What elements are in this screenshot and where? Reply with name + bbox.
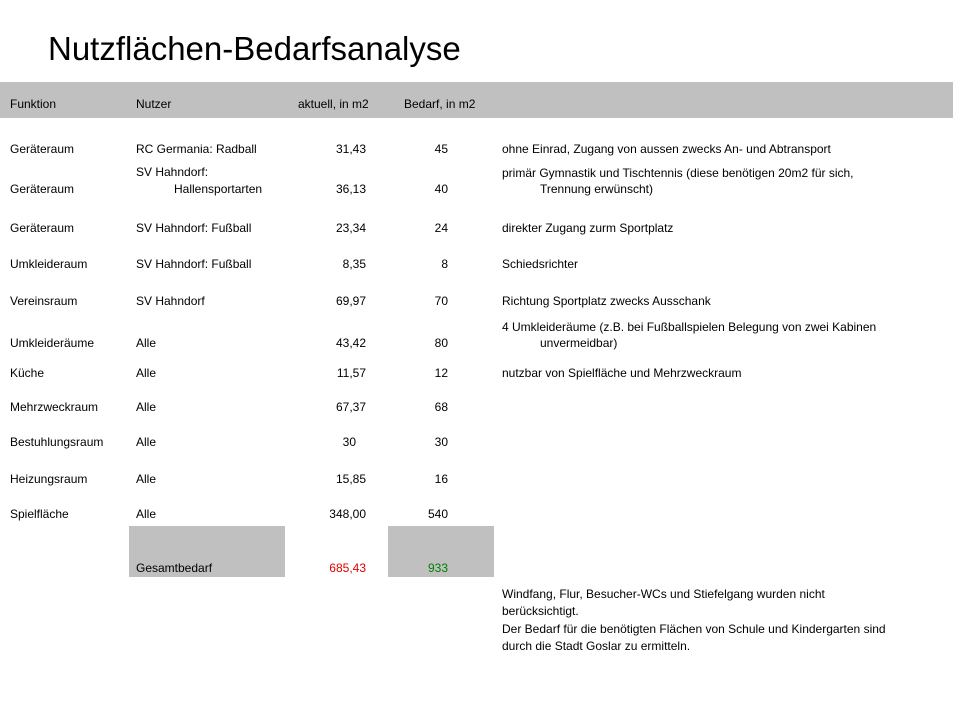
cell-nutzer: Alle: [136, 400, 157, 414]
cell-aktuell: 67,37: [335, 400, 366, 414]
cell-aktuell: 11,57: [336, 366, 366, 380]
cell-bedarf: 68: [434, 400, 448, 414]
cell-nutzer: RC Germania: Radball: [136, 142, 257, 156]
cell-bedarf: 80: [434, 336, 448, 350]
cell-nutzer: SV Hahndorf: Fußball: [136, 221, 252, 235]
cell-aktuell: 30: [342, 435, 356, 449]
cell-aktuell: 69,97: [335, 294, 366, 308]
cell-bedarf: 70: [434, 294, 448, 308]
header-bedarf: Bedarf, in m2: [404, 97, 476, 111]
cell-bedarf: 45: [434, 142, 448, 156]
cell-funktion: Spielfläche: [10, 507, 69, 521]
cell-aktuell: 31,43: [335, 142, 366, 156]
cell-nutzer: Alle: [136, 507, 157, 521]
cell-note: 4 Umkleideräume (z.B. bei Fußballspielen Belegung von zwei Kabinen: [502, 320, 877, 334]
cell-bedarf: 16: [434, 472, 448, 486]
cell-aktuell: 8,35: [342, 257, 366, 271]
footer-note-1: [502, 586, 942, 620]
cell-nutzer: Alle: [136, 472, 157, 486]
cell-funktion: Geräteraum: [10, 182, 75, 196]
header-aktuell: aktuell, in m2: [298, 97, 369, 111]
cell-funktion: Heizungsraum: [10, 472, 88, 486]
cell-bedarf: 24: [434, 221, 448, 235]
cell-note: direkter Zugang zurm Sportplatz: [502, 221, 674, 235]
cell-note: ohne Einrad, Zugang von aussen zwecks An- und Abtransport: [502, 142, 831, 156]
cell-bedarf: 40: [434, 182, 448, 196]
cell-note: nutzbar von Spielfläche und Mehrzweckraum: [502, 366, 742, 380]
cell-note-line2: unvermeidbar): [540, 336, 618, 350]
cell-note-line2: Trennung erwünscht): [540, 182, 653, 196]
cell-funktion: Mehrzweckraum: [10, 400, 99, 414]
cell-bedarf: 8: [441, 257, 448, 271]
footer-note-1-line2: berücksichtigt.: [502, 604, 579, 618]
footer-note-2-line2: durch die Stadt Goslar zu ermitteln.: [502, 639, 691, 653]
cell-bedarf: 12: [434, 366, 448, 380]
cell-nutzer: Alle: [136, 435, 157, 449]
cell-nutzer: SV Hahndorf:: [136, 165, 209, 179]
cell-funktion: Geräteraum: [10, 142, 75, 156]
cell-funktion: Umkleideräume: [10, 336, 95, 350]
total-aktuell: 685,43: [329, 561, 366, 575]
cell-nutzer: SV Hahndorf: [136, 294, 205, 308]
cell-funktion: Umkleideraum: [10, 257, 88, 271]
cell-funktion: Geräteraum: [10, 221, 75, 235]
cell-bedarf: 30: [434, 435, 448, 449]
cell-funktion: Vereinsraum: [10, 294, 78, 308]
total-bedarf: 933: [427, 561, 448, 575]
cell-nutzer-line2: Hallensportarten: [174, 182, 263, 196]
cell-note: Richtung Sportplatz zwecks Ausschank: [502, 294, 711, 308]
cell-nutzer: Alle: [136, 336, 157, 350]
cell-note: Schiedsrichter: [502, 257, 579, 271]
cell-note: primär Gymnastik und Tischtennis (diese benötigen 20m2 für sich,: [502, 166, 854, 180]
cell-aktuell: 23,34: [335, 221, 366, 235]
cell-bedarf: 540: [427, 507, 448, 521]
cell-funktion: Bestuhlungsraum: [10, 435, 104, 449]
footer-note-2-line1: Der Bedarf für die benötigten Flächen von Schule und Kindergarten sind: [502, 622, 886, 636]
page-title: Nutzflächen-Bedarfsanalyse: [48, 30, 461, 67]
cell-nutzer: Alle: [136, 366, 157, 380]
footer-note-2: [502, 621, 942, 655]
cell-aktuell: 348,00: [329, 507, 366, 521]
cell-aktuell: 36,13: [335, 182, 366, 196]
footer-note-1-line1: Windfang, Flur, Besucher-WCs und Stiefelgang wurden nicht: [502, 587, 825, 601]
cell-aktuell: 15,85: [335, 472, 366, 486]
cell-nutzer: SV Hahndorf: Fußball: [136, 257, 252, 271]
header-nutzer: Nutzer: [136, 97, 172, 111]
cell-aktuell: 43,42: [335, 336, 366, 350]
cell-funktion: Küche: [10, 366, 45, 380]
header-funktion: Funktion: [10, 97, 57, 111]
total-label: Gesamtbedarf: [136, 561, 213, 575]
